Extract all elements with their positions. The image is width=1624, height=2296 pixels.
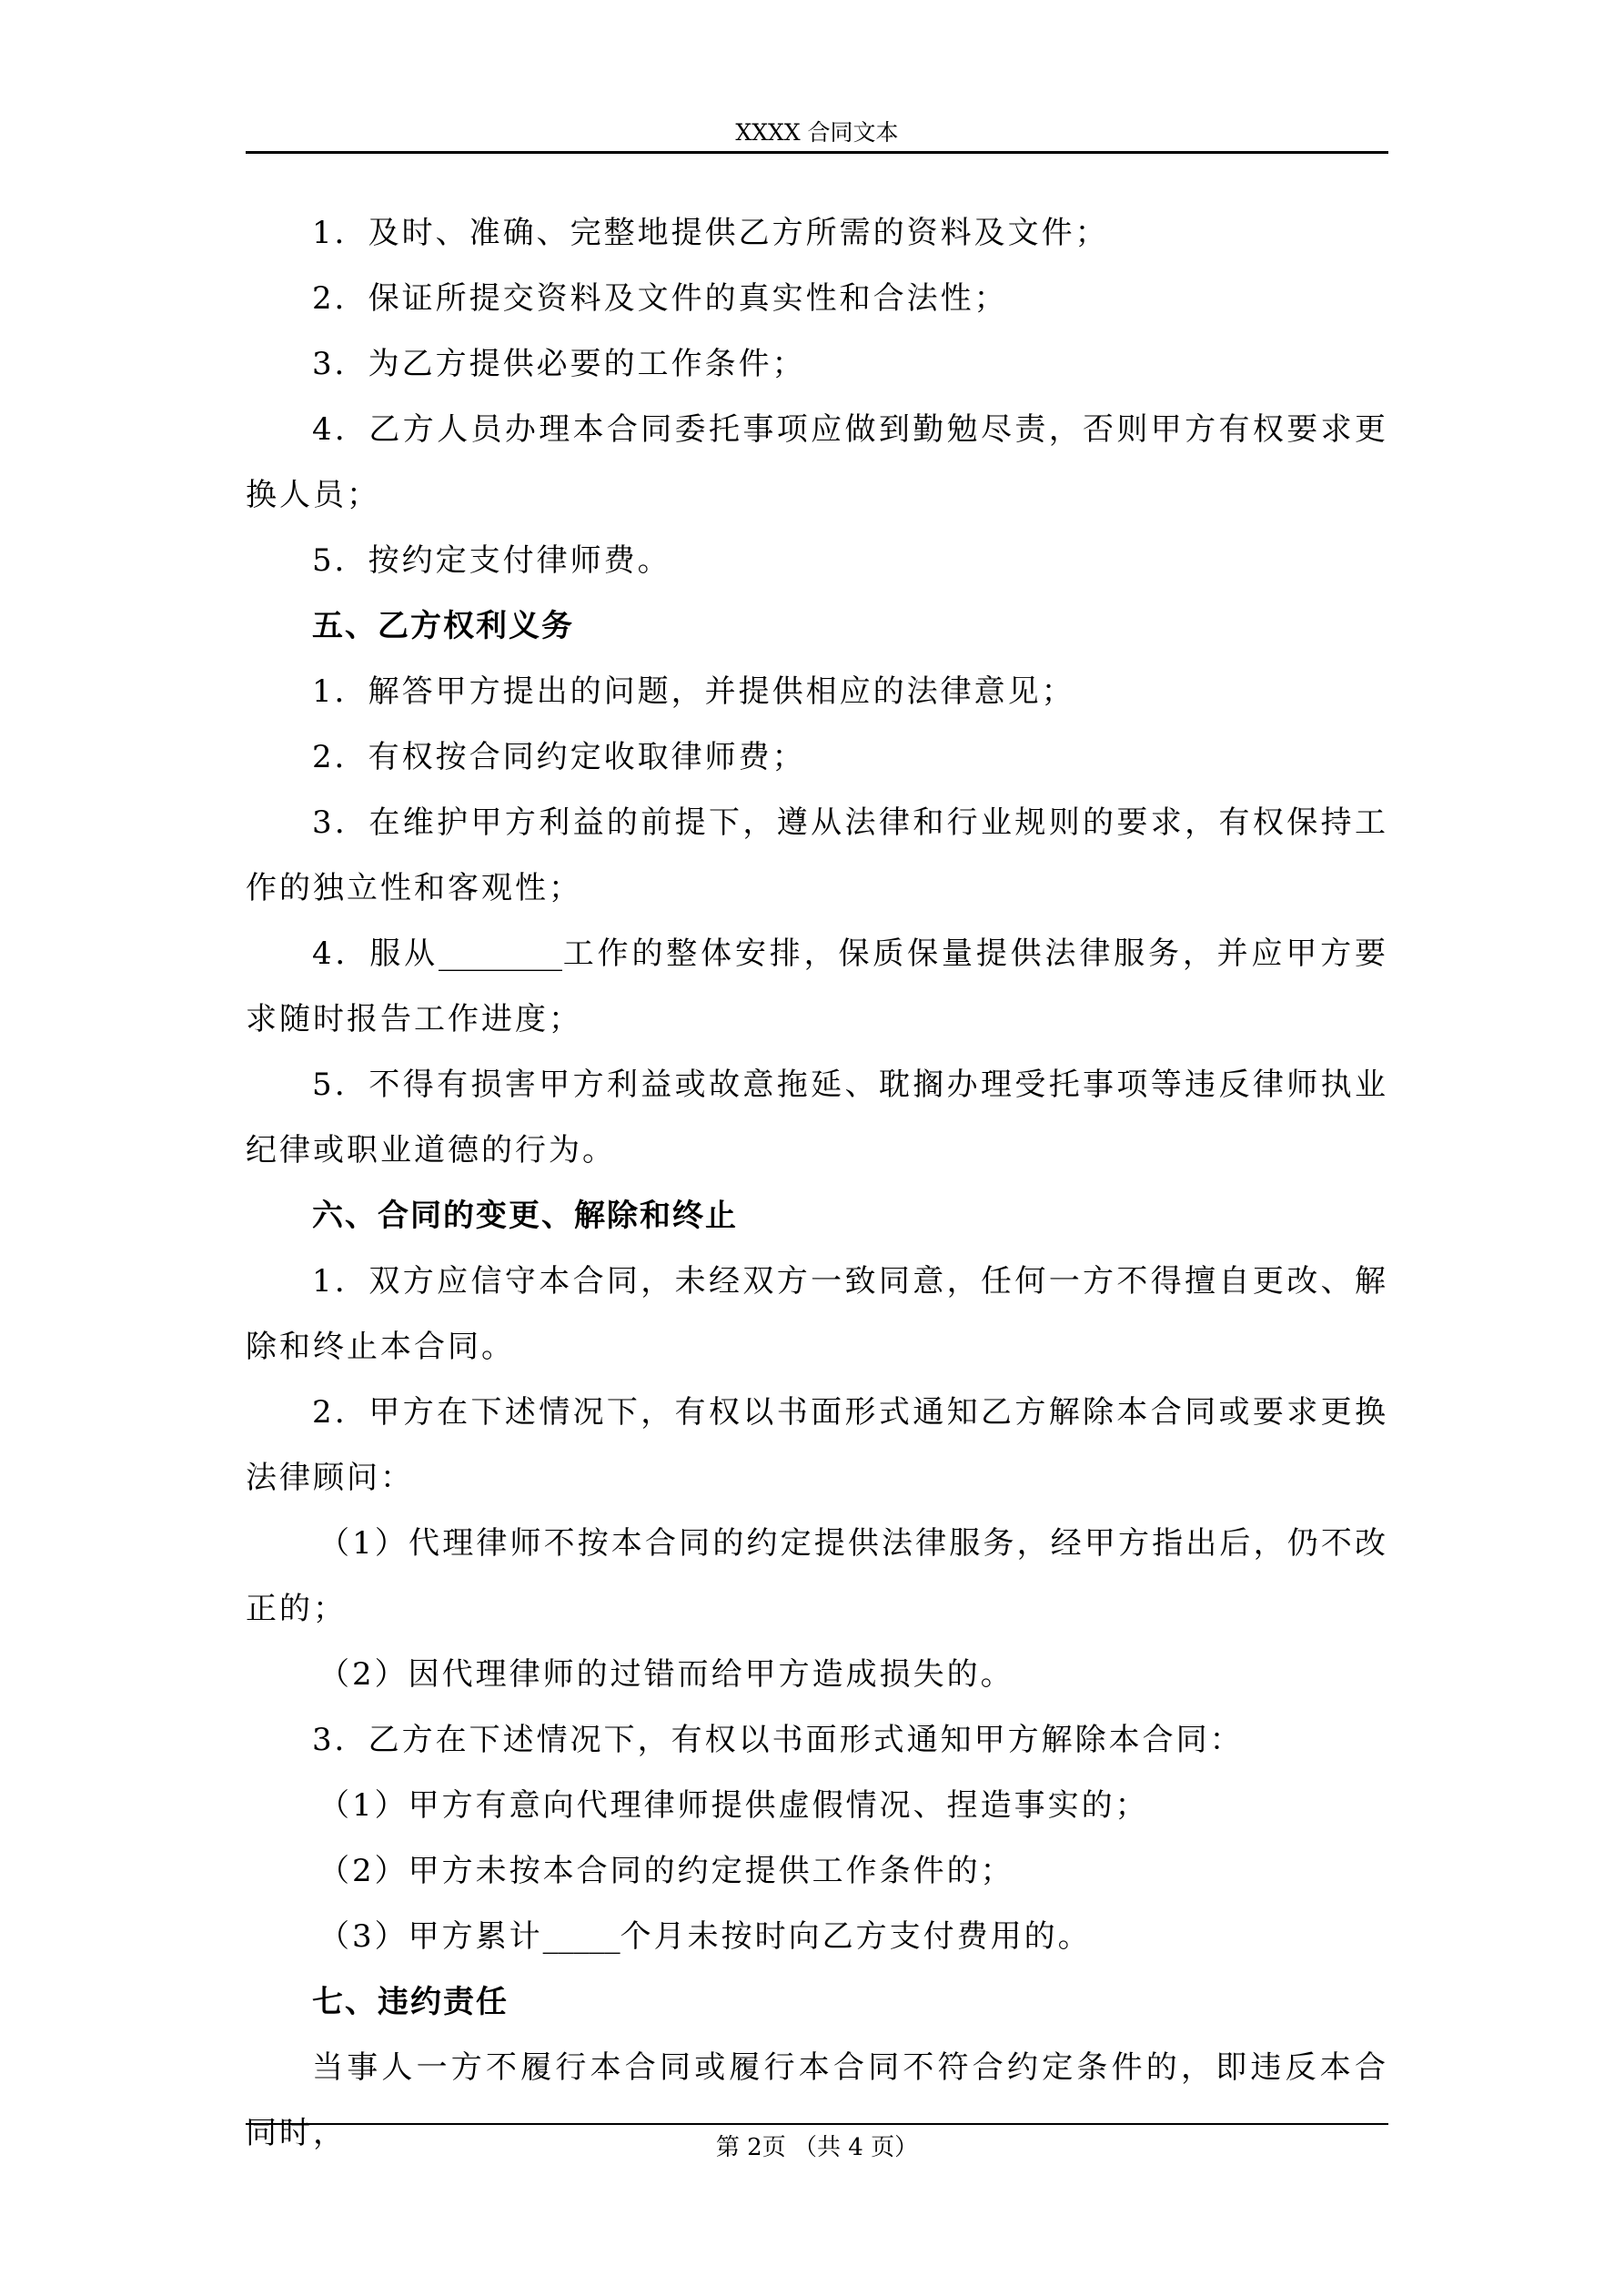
fill-blank: _____ [542, 1918, 620, 1955]
clause-6-3-2: （2）甲方未按本合同的约定提供工作条件的； [318, 1853, 1014, 1889]
clause-6-2-2: （2）因代理律师的过错而给甲方造成损失的。 [318, 1656, 1014, 1693]
fill-blank: ________ [438, 936, 562, 972]
clause-6-3: 3．乙方在下述情况下，有权以书面形式通知甲方解除本合同： [312, 1722, 1244, 1758]
clause-1: 1．及时、准确、完整地提供乙方所需的资料及文件； [312, 215, 1109, 251]
contract-body [246, 200, 1388, 2166]
section-heading-7: 七、违约责任 [312, 1984, 509, 2020]
clause-2: 2．保证所提交资料及文件的真实性和合法性； [312, 280, 1008, 317]
clause-5-4-after: 工作的整体安排，保质保量提供法律服务，并应甲方要求随时报告工作进度； [246, 936, 1388, 1037]
clause-6-1: 1．双方应信守本合同，未经双方一致同意，任何一方不得擅自更改、解除和终止本合同。 [246, 1263, 1388, 1365]
clause-5-3: 3．在维护甲方利益的前提下，遵从法律和行业规则的要求，有权保持工作的独立性和客观性； [246, 804, 1388, 906]
clause-6-3-1: （1）甲方有意向代理律师提供虚假情况、捏造事实的； [318, 1787, 1149, 1824]
clause-7-intro: 当事人一方不履行本合同或履行本合同不符合约定条件的，即违反本合同时， [246, 2049, 1388, 2151]
clause-6-2-1: （1）代理律师不按本合同的约定提供法律服务，经甲方指出后，仍不改正的； [246, 1525, 1388, 1627]
clause-6-3-3-before: （3）甲方累计 [318, 1918, 543, 1955]
clause-5-2: 2．有权按合同约定收取律师费； [312, 739, 806, 775]
section-heading-5: 五、乙方权利义务 [312, 608, 574, 644]
page-number: 第 2页 （共 4 页） [715, 2134, 919, 2161]
footer-rule [246, 2123, 1388, 2125]
clause-5-5: 5．不得有损害甲方利益或故意拖延、耽搁办理受托事项等违反律师执业纪律或职业道德的行为。 [246, 1067, 1388, 1168]
clause-6-2: 2．甲方在下述情况下，有权以书面形式通知乙方解除本合同或要求更换法律顾问： [246, 1394, 1388, 1496]
clause-5-4 [246, 921, 1388, 1052]
section-heading-6: 六、合同的变更、解除和终止 [312, 1198, 738, 1234]
clause-5-4-before: 4．服从 [312, 936, 439, 972]
clause-6-3-3-after: 个月未按时向乙方支付费用的。 [620, 1918, 1092, 1955]
clause-3: 3．为乙方提供必要的工作条件； [312, 346, 806, 382]
clause-5-1: 1．解答甲方提出的问题，并提供相应的法律意见； [312, 673, 1075, 710]
clause-6-3-3 [246, 1904, 1388, 1969]
header-title: XXXX 合同文本 [735, 119, 899, 146]
header-rule [246, 151, 1388, 154]
clause-5: 5．按约定支付律师费。 [312, 542, 671, 579]
clause-4: 4．乙方人员办理本合同委托事项应做到勤勉尽责，否则甲方有权要求更换人员； [246, 411, 1388, 513]
